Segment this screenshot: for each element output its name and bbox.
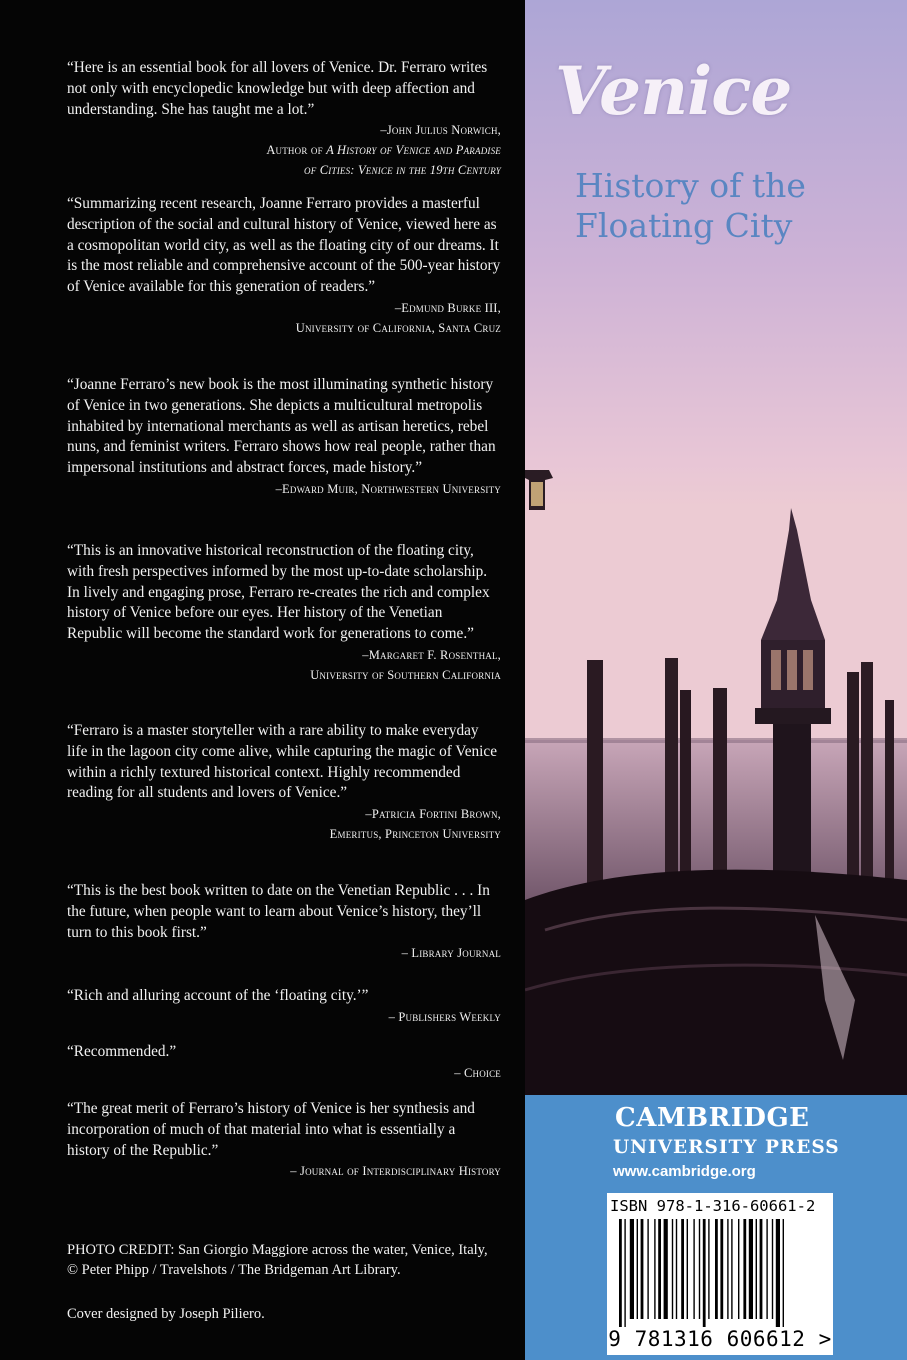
blurb-text: “Ferraro is a master storyteller with a rare ability to make everyday life in the lagoon city come alive, while capturing the magic of Venice within a richly textured historical context. Highly recommended reading for all students and lovers of Venice.”	[67, 722, 498, 802]
blurb-attribution: –Edward Muir, Northwestern University	[275, 481, 501, 496]
cover-subtitle	[575, 166, 806, 246]
publisher-name: CAMBRIDGE	[615, 1103, 810, 1133]
barcode-bar	[766, 1219, 767, 1319]
barcode-bar	[641, 1219, 644, 1319]
barcode-bar	[687, 1219, 688, 1319]
barcode-bar	[654, 1219, 655, 1319]
barcode-bar	[772, 1219, 773, 1319]
blurb-attribution	[67, 120, 501, 180]
venice-lagoon-photo	[525, 0, 907, 1095]
publisher-band	[525, 1095, 907, 1360]
blurb-text: “Recommended.”	[67, 1043, 177, 1060]
blurb-text: “This is an innovative historical reconstruction of the floating city, with fresh perspectives informed by the most up-to-date scholarship. In lively and engaging prose, Ferraro re-creates the rich and complex history of Venice before our eyes. Her history of the Venetian Republic will become the standard work for generations to come.”	[67, 542, 490, 643]
publisher-subtitle: UNIVERSITY PRESS	[613, 1137, 840, 1158]
barcode-bar	[619, 1219, 622, 1327]
barcode-bar	[672, 1219, 673, 1319]
blurb-text: “Joanne Ferraro’s new book is the most illuminating synthetic history of Venice in two generations. She depicts a multicultural metropolis inhabited by international merchants as well as artisan heretics, rebel nuns, and feminist writers. Ferraro shows how real people, rather than impersonal institutions and abstract forces, made history.”	[67, 376, 496, 477]
barcode-bar	[658, 1219, 661, 1319]
attribution-book-title: A History of Venice and Paradise	[326, 143, 501, 158]
blurb-text: “Here is an essential book for all lovers of Venice. Dr. Ferraro writes not only with encyclopedic knowledge but with deep affection and understanding. She has taught me a lot.”	[67, 59, 488, 118]
blurb-text: “Rich and alluring account of the ‘floating city.’”	[67, 987, 369, 1004]
barcode-bar	[647, 1219, 648, 1319]
barcode-bar	[738, 1219, 739, 1319]
barcode-bar	[630, 1219, 634, 1319]
barcode-bar	[760, 1219, 763, 1319]
barcode-bar	[715, 1219, 718, 1319]
blurb-publishers-weekly	[67, 986, 501, 1027]
attribution-name: –Patricia Fortini Brown,	[365, 807, 501, 822]
subtitle-line-2: Floating City	[575, 206, 793, 245]
cover-spine-panel	[525, 0, 907, 1360]
isbn-barcode	[607, 1193, 833, 1355]
blurb-burke	[67, 194, 501, 338]
photo-credit	[67, 1240, 501, 1280]
isbn-label: ISBN 978-1-316-60661-2	[610, 1197, 816, 1215]
attribution-name: –Edmund Burke III,	[394, 300, 501, 315]
publisher-url: www.cambridge.org	[613, 1163, 756, 1180]
blurb-norwich	[67, 58, 501, 180]
barcode-bar	[731, 1219, 732, 1319]
barcode-bar	[699, 1219, 700, 1319]
subtitle-line-1: History of the	[575, 166, 806, 205]
barcode-bar	[664, 1219, 668, 1319]
barcode-bar	[756, 1219, 757, 1319]
attribution-prefix: Author of	[266, 143, 327, 158]
blurb-brown	[67, 721, 501, 844]
blurb-attribution	[67, 298, 501, 338]
blurb-attribution: – Choice	[454, 1065, 501, 1080]
attribution-book-title-cont: of Cities: Venice in the 19th Century	[304, 163, 501, 178]
blurb-library-journal	[67, 881, 501, 963]
barcode-bar	[693, 1219, 694, 1319]
blurb-rosenthal	[67, 541, 501, 685]
attribution-affiliation: Emeritus, Princeton University	[329, 827, 501, 842]
blurb-choice	[67, 1042, 501, 1083]
barcode-bar	[743, 1219, 746, 1319]
barcode-bar	[624, 1219, 625, 1327]
barcode-bar	[708, 1219, 709, 1319]
barcode-bar	[720, 1219, 723, 1319]
blurb-muir	[67, 375, 501, 499]
blurb-text: “Summarizing recent research, Joanne Ferraro provides a masterful description of the social and cultural history of Venice, viewed here as a cosmopolitan world city, as well as the floating city of our dreams. It is the most reliable and comprehensive account of the 500-year history of Venice available for this generation of readers.”	[67, 195, 501, 296]
blurb-attribution: – Publishers Weekly	[388, 1009, 501, 1024]
blurb-attribution: – Journal of Interdisciplinary History	[290, 1164, 501, 1179]
blurb-attribution	[67, 804, 501, 844]
barcode-bar	[776, 1219, 780, 1327]
designer-credit-text: Cover designed by Joseph Piliero.	[67, 1306, 265, 1322]
designer-credit	[67, 1304, 501, 1324]
barcode-bar	[749, 1219, 753, 1319]
blurb-interdisciplinary-history	[67, 1099, 501, 1181]
blurb-attribution: – Library Journal	[401, 946, 501, 961]
blurb-text: “The great merit of Ferraro’s history of Venice is her synthesis and incorporation of much of that material into what is essentially a history of the Republic.”	[67, 1100, 475, 1159]
cover-title: Venice	[555, 52, 792, 130]
barcode-bar	[681, 1219, 684, 1319]
attribution-name: –Margaret F. Rosenthal,	[362, 647, 501, 662]
barcode-bar	[783, 1219, 784, 1327]
barcode-bar	[703, 1219, 706, 1327]
blurb-text: “This is the best book written to date on the Venetian Republic . . . In the future, when people want to learn about Venice’s history, they’ll turn to this book first.”	[67, 882, 490, 941]
attribution-affiliation: University of California, Santa Cruz	[295, 320, 501, 335]
barcode-bar	[676, 1219, 677, 1319]
attribution-affiliation: University of Southern California	[310, 667, 501, 682]
barcode-bar	[727, 1219, 728, 1319]
photo-credit-text: PHOTO CREDIT: San Giorgio Maggiore across the water, Venice, Italy, © Peter Phipp / Travelshots / The Bridgeman Art Library.	[67, 1242, 488, 1278]
barcode-bar	[637, 1219, 638, 1319]
barcode-digits: 9 781316 606612 >	[608, 1327, 832, 1351]
barcode-bars	[607, 1219, 833, 1327]
attribution-name: –John Julius Norwich,	[380, 123, 501, 138]
blurb-attribution	[67, 645, 501, 685]
